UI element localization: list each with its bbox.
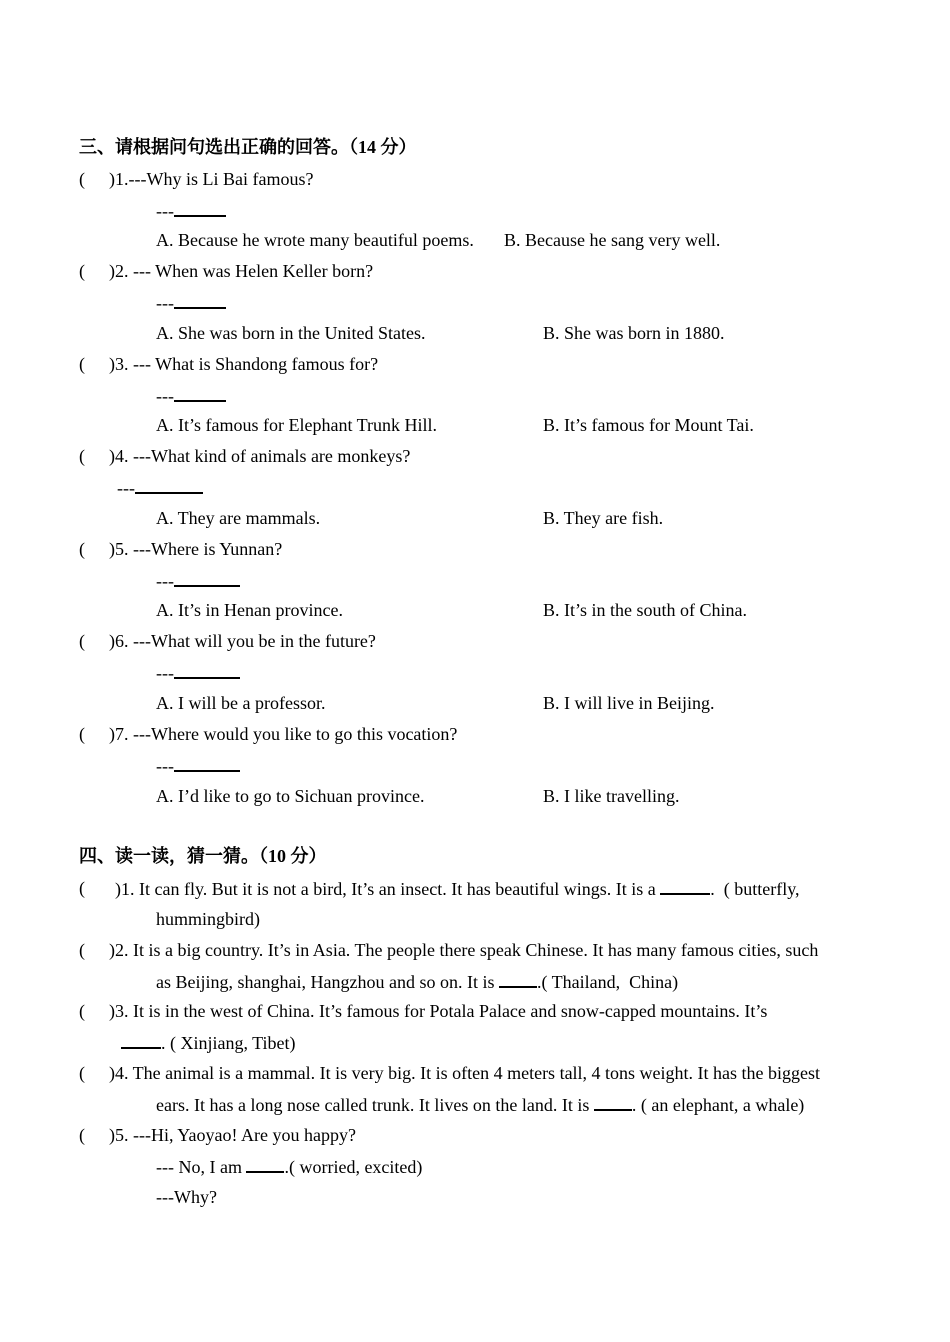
section4-score: （10 分） (259, 846, 327, 866)
section3-title: 三、请根据问句选出正确的回答。 (79, 137, 349, 158)
option-a-5: A. It’s in Henan province. (156, 600, 343, 620)
answer-blank-6: --- (156, 661, 240, 684)
riddle-5-line3: ---Why? (156, 1187, 217, 1207)
riddle-2-line1: )2. It is a big country. It’s in Asia. The people there speak Chinese. It has many famous cities, such (109, 940, 819, 960)
riddle-1-line2: hummingbird) (156, 909, 260, 929)
section3-heading (79, 136, 417, 159)
option-b-3: B. It’s famous for Mount Tai. (543, 415, 754, 435)
answer-paren: ( (79, 724, 85, 744)
answer-blank-1: --- (156, 199, 226, 222)
answer-paren: ( (79, 940, 85, 960)
option-b-7: B. I like travelling. (543, 786, 680, 806)
answer-blank-7: --- (156, 754, 240, 777)
answer-paren: ( (79, 1063, 85, 1083)
option-a-4: A. They are mammals. (156, 508, 321, 528)
option-a-7: A. I’d like to go to Sichuan province. (156, 786, 425, 806)
option-a-2: A. She was born in the United States. (156, 323, 426, 343)
section4-title: 四、读一读，猜一猜。 (79, 846, 259, 867)
option-a-6: A. I will be a professor. (156, 693, 326, 713)
answer-paren: ( (79, 446, 85, 466)
question-7: )7. ---Where would you like to go this vocation? (109, 724, 458, 744)
answer-paren: ( (79, 1125, 85, 1145)
option-b-5: B. It’s in the south of China. (543, 600, 747, 620)
answer-blank-5: --- (156, 569, 240, 592)
answer-paren: ( (79, 354, 85, 374)
answer-paren: ( (79, 1001, 85, 1021)
riddle-4-line1: )4. The animal is a mammal. It is very big. It is often 4 meters tall, 4 tons weight. It has the biggest (109, 1063, 821, 1083)
answer-blank-4: --- (117, 476, 203, 499)
riddle-5-line2: --- No, I am .( worried, excited) (156, 1157, 423, 1177)
answer-paren: ( (79, 539, 85, 559)
section4-heading (79, 845, 327, 868)
riddle-1-line1: )1. It can fly. But it is not a bird, It’s an insect. It has beautiful wings. It is a . ( butterfly, (115, 879, 800, 899)
riddle-3-line2: . ( Xinjiang, Tibet) (121, 1031, 296, 1054)
question-4: )4. ---What kind of animals are monkeys? (109, 446, 411, 466)
riddle-4-line2: ears. It has a long nose called trunk. It lives on the land. It is . ( an elephant, a whale) (156, 1095, 805, 1115)
option-a-3: A. It’s famous for Elephant Trunk Hill. (156, 415, 437, 435)
option-b-2: B. She was born in 1880. (543, 323, 725, 343)
question-1: )1.---Why is Li Bai famous? (109, 169, 314, 189)
option-b-6: B. I will live in Beijing. (543, 693, 715, 713)
option-b-1: B. Because he sang very well. (504, 230, 721, 250)
question-5: )5. ---Where is Yunnan? (109, 539, 283, 559)
section3-score: （14 分） (349, 137, 417, 157)
answer-paren: ( (79, 261, 85, 281)
question-2: )2. --- When was Helen Keller born? (109, 261, 374, 281)
riddle-5-line1: )5. ---Hi, Yaoyao! Are you happy? (109, 1125, 356, 1145)
riddle-3-line1: )3. It is in the west of China. It’s famous for Potala Palace and snow-capped mountains. It’s (109, 1001, 768, 1021)
option-b-4: B. They are fish. (543, 508, 664, 528)
question-6: )6. ---What will you be in the future? (109, 631, 376, 651)
option-a-1: A. Because he wrote many beautiful poems. (156, 230, 474, 250)
answer-blank-3: --- (156, 384, 226, 407)
answer-blank-2: --- (156, 291, 226, 314)
answer-paren: ( (79, 878, 85, 898)
question-3: )3. --- What is Shandong famous for? (109, 354, 379, 374)
riddle-2-line2: as Beijing, shanghai, Hangzhou and so on. It is .( Thailand, China) (156, 972, 679, 992)
answer-paren: ( (79, 631, 85, 651)
answer-paren: ( (79, 169, 85, 189)
